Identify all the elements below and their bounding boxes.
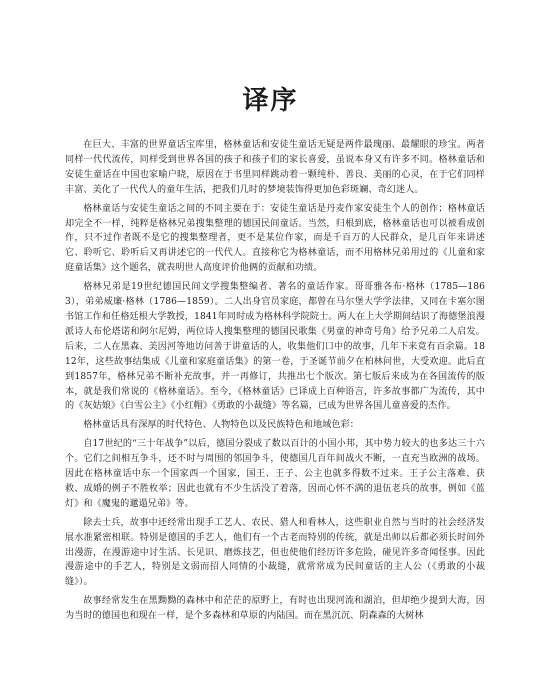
paragraph: 格林童话具有深厚的时代特色、人物特色以及民族特色和地域色彩： (83, 420, 360, 431)
page-title: 译序 (242, 86, 299, 116)
paragraph: 故事经常发生在黑黝黝的森林中和茫茫的原野上，有时也出现河流和湖泊，但却绝少提到大海，因为当时的德国也和现在一样，是个多森林和草原的内陆国。而在黑沉沉、阴森森的大树林 (65, 596, 485, 622)
body-text (65, 138, 485, 628)
paragraph: 格林兄弟是19世纪德国民间文学搜集整编者、著名的童话作家。哥哥雅各布·格林（1785—1863），弟弟威廉·格林（1786—1859）。二人出身官员家庭，都曾在马尔堡大学学法律，又同在卡塞尔图书馆工作和任格廷根大学教授，1841年同时成为格林科学院院士。两人在上大学期间结识了海德堡浪漫派诗人布伦塔诺和阿尔尼姆，两位诗人搜集整理的德国民歌集《男童的神奇号角》给予兄弟二人启发。后来，二人在黑森、美因河等地访问善于讲童话的人，收集他们口中的故事，几年下来竟有百余篇。1812年，这些故事结集成《儿童和家庭童话集》的第一卷，于圣诞节前夕在柏林问世，大受欢迎。此后直到1857年，格林兄弟不断补充故事，并一再修订，共推出七个版次。第七版后来成为在各国流传的版本，就是我们常说的《格林童话》。至今，《格林童话》已译成上百种语言，许多故事都广为流传，其中的《灰姑娘》《白雪公主》《小红帽》《勇敢的小裁缝》等名篇，已成为世界各国儿童喜爱的杰作。 (65, 282, 485, 412)
paragraph: 格林童话与安徒生童话之间的不同主要在于：安徒生童话是丹麦作家安徒生个人的创作；格林童话却完全不一样，纯粹是格林兄弟搜集整理的德国民间童话。当然，归根到底，格林童话也可以被看成创作，只不过作者既不是它的搜集整理者，更不是某位作家，而是千百万的人民群众，是几百年来讲述它、聆听它、聆听后又再讲述它的一代代人。直接称它为格林童话，而不用格林兄弟用过的《儿童和家庭童话集》这个题名，就表明世人高度评价他俩的贡献和功绩。 (65, 203, 485, 274)
paragraph: 自17世纪的“三十年战争”以后，德国分裂成了数以百计的小国小邦，其中势力较大的也多达三十六个。它们之间相互争斗，还不时与周围的邻国争斗，使德国几百年间战火不断，一直充当欧洲的战场。因此在格林童话中东一个国家西一个国家，国王、王子、公主也就多得数不过来。王子公主落难、获救、成婚的例子不胜枚举；因此也就有不少生活没了着落，因而心怀不满的退伍老兵的故事，例如《蓝灯》和《魔鬼的邋遢兄弟》等。 (65, 439, 485, 509)
paragraph: 在巨大、丰富的世界童话宝库里，格林童话和安徒生童话无疑是两件最瑰丽、最耀眼的珍宝。两者同样一代代流传，同样受到世界各国的孩子和孩子们的家长喜爱，虽说本身又有许多不同。格林童话和安徒生童话在中国也家喻户晓，原因在于书里同样跳动着一颗纯朴、善良、美丽的心灵，在于它们同样丰富、美化了一代代人的童年生活，把我们几时的梦境装饰得更加色彩斑斓、奇幻迷人。 (65, 140, 485, 195)
paragraph: 除去士兵，故事中还经常出现手工艺人、农民、猎人和看林人，这些职业自然与当时的社会经济发展水准紧密相联。特别是德国的手艺人，他们有一个古老而特别的传统，就是出师以后都必须长时间外出漫游，在漫游途中讨生活、长见识、磨炼技艺，但也使他们经历许多危险，碰见许多奇闻怪事。因此漫游途中的手艺人，特别是文弱而招人同情的小裁缝，就常常成为民间童话的主人公（《勇敢的小裁缝》）。 (65, 517, 485, 588)
